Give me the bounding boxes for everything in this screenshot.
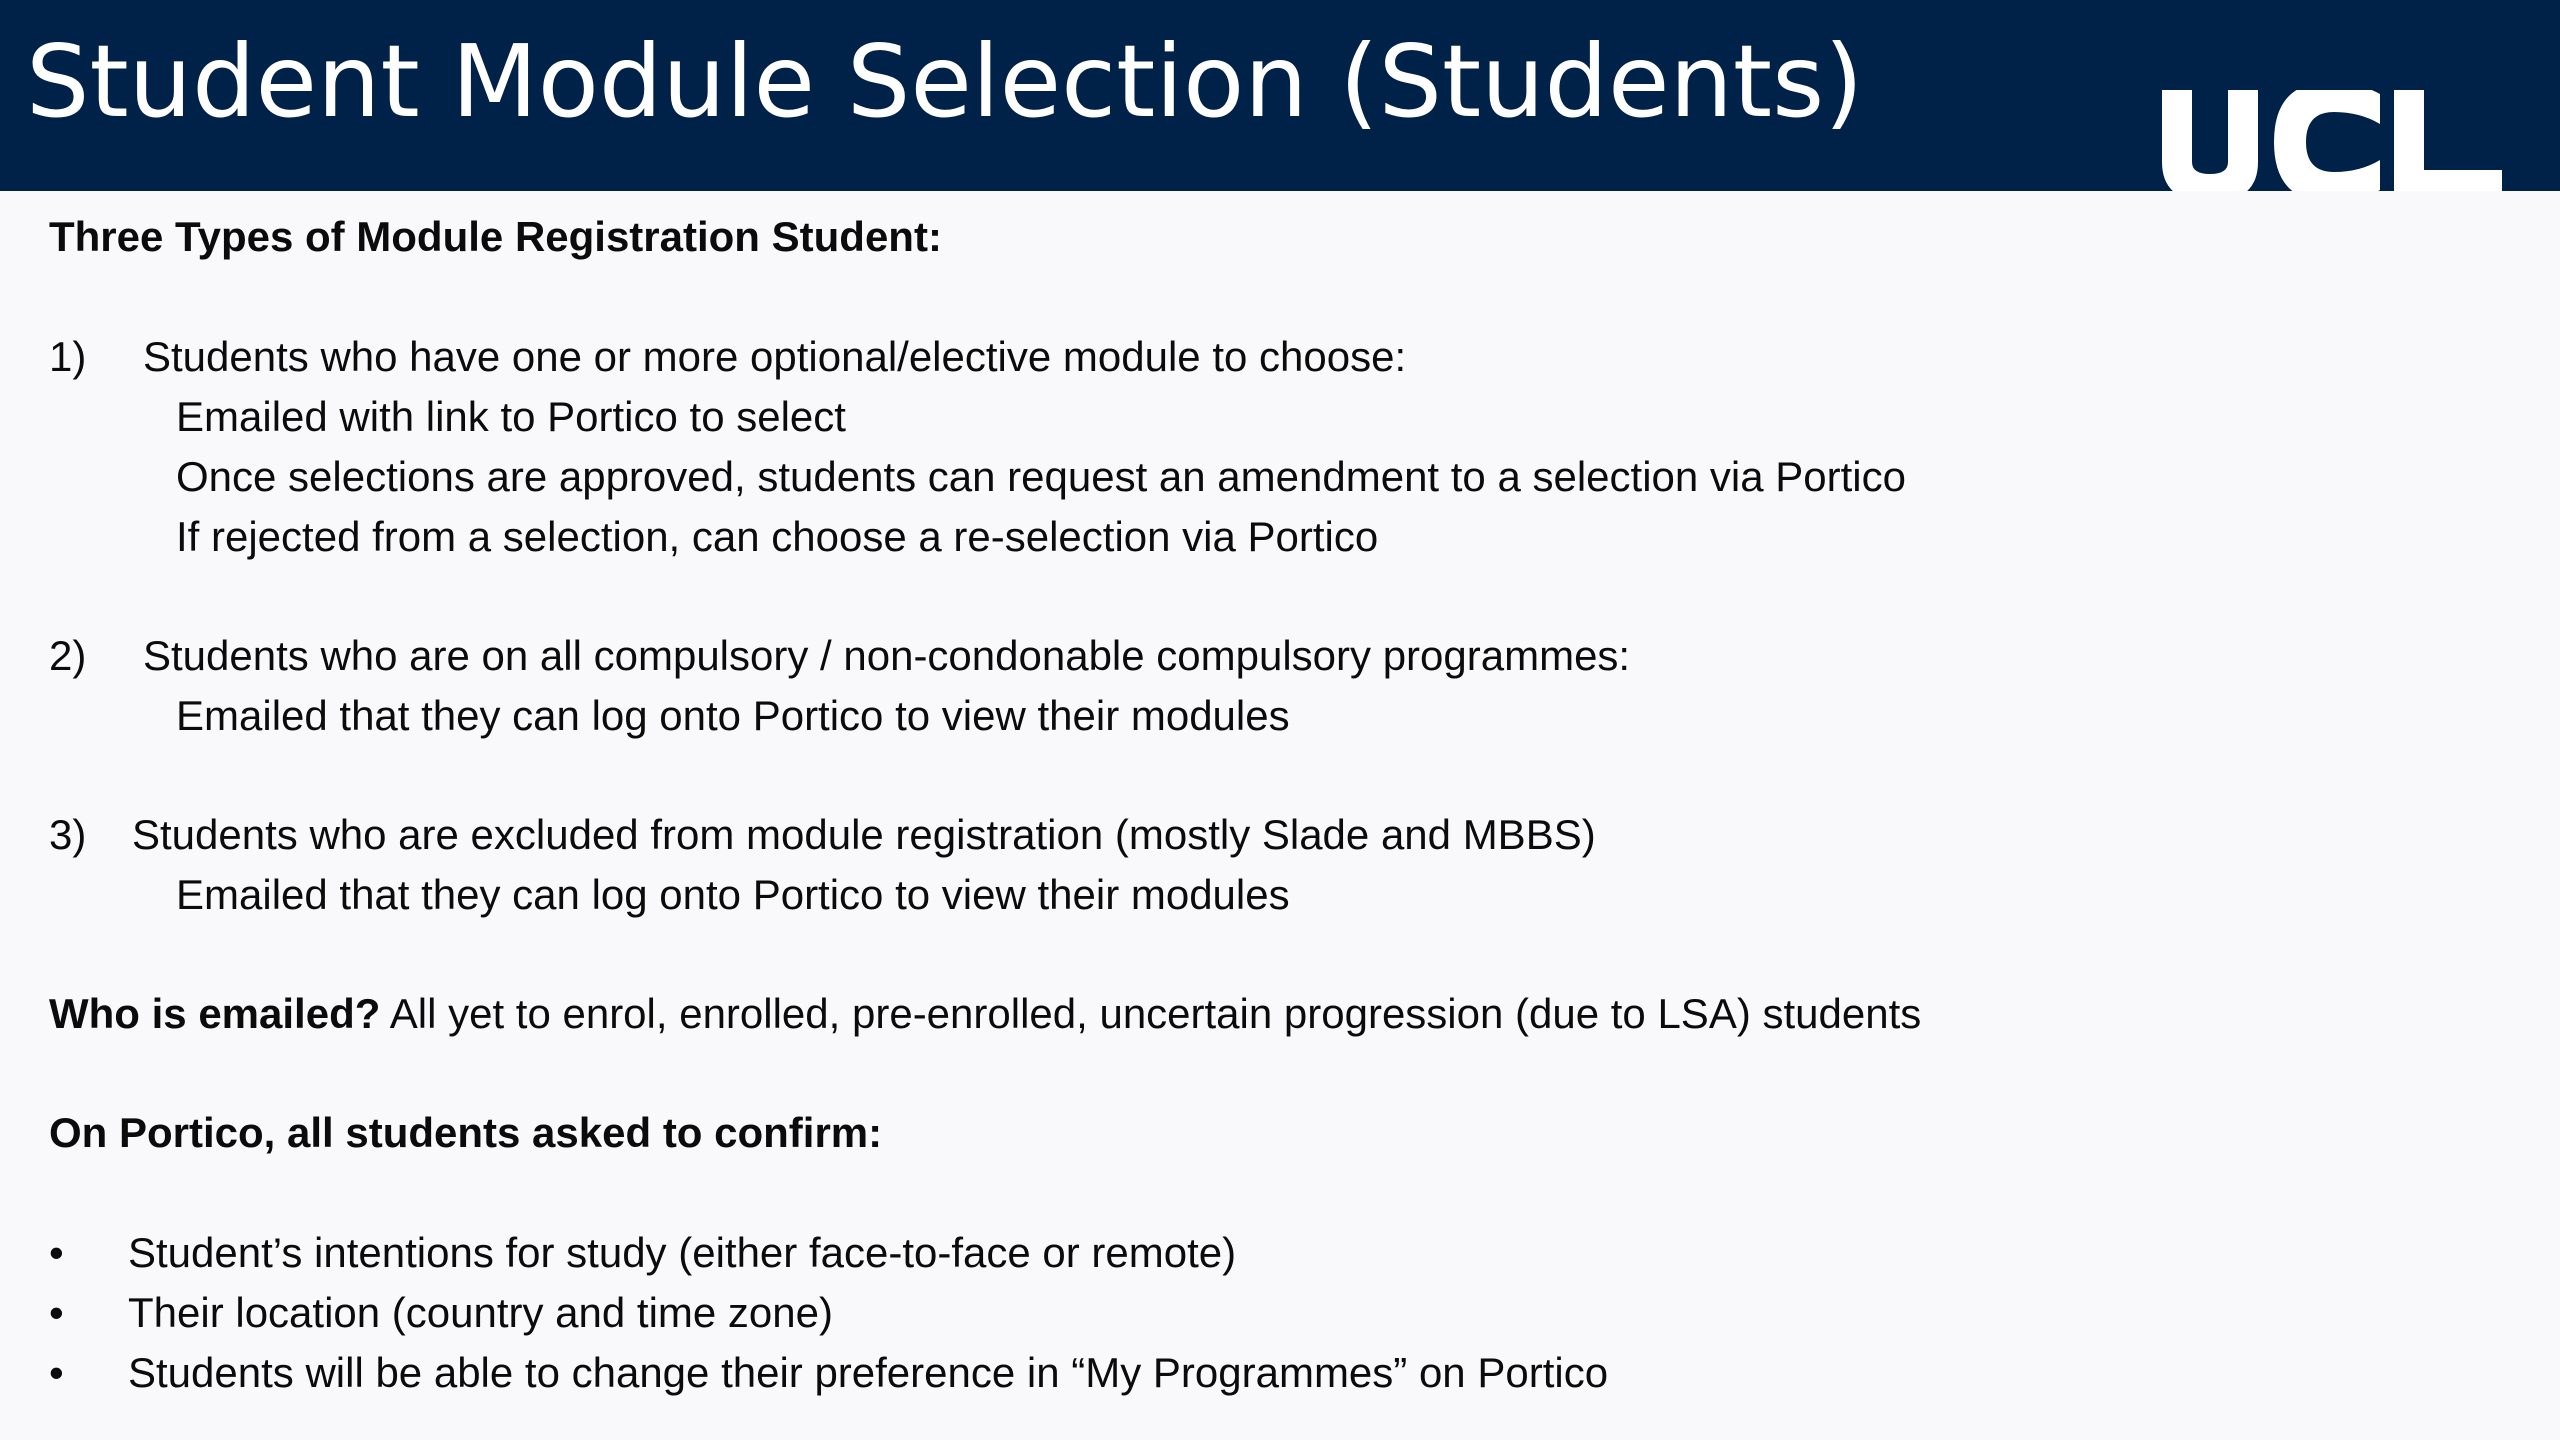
who-emailed-label: Who is emailed? xyxy=(49,990,381,1037)
item-2-text: Students who are on all compulsory / non-condonable compulsory programmes: xyxy=(143,632,1631,679)
bullet-3-marker: • xyxy=(49,1349,64,1396)
item-1-sub-2: Once selections are approved, students can request an amendment to a selection via Portico xyxy=(176,453,1906,500)
item-1-text: Students who have one or more optional/elective module to choose: xyxy=(143,333,1407,380)
bullet-2-marker: • xyxy=(49,1289,64,1336)
bullet-1-marker: • xyxy=(49,1229,64,1276)
section-heading: Three Types of Module Registration Student: xyxy=(49,213,942,260)
item-3-number: 3) xyxy=(49,811,87,858)
bullet-1-text: Student’s intentions for study (either face-to-face or remote) xyxy=(128,1229,1237,1276)
item-3-text: Students who are excluded from module registration (mostly Slade and MBBS) xyxy=(132,811,1596,858)
slide-title: Student Module Selection (Students) xyxy=(26,23,1864,140)
item-1-sub-3: If rejected from a selection, can choose a re-selection via Portico xyxy=(176,513,1379,560)
ucl-logo xyxy=(2162,90,2502,191)
who-emailed-line xyxy=(49,986,1921,1042)
item-2-number: 2) xyxy=(49,632,87,679)
bullet-2-text: Their location (country and time zone) xyxy=(128,1289,833,1336)
confirm-heading: On Portico, all students asked to confirm: xyxy=(49,1109,883,1156)
item-1-number: 1) xyxy=(49,333,87,380)
item-1-sub-1: Emailed with link to Portico to select xyxy=(176,393,846,440)
bullet-3-text: Students will be able to change their preference in “My Programmes” on Portico xyxy=(128,1349,1609,1396)
who-emailed-text: All yet to enrol, enrolled, pre-enrolled, uncertain progression (due to LSA) students xyxy=(380,990,1922,1037)
item-3-sub-1: Emailed that they can log onto Portico to view their modules xyxy=(176,871,1290,918)
item-2-sub-1: Emailed that they can log onto Portico to view their modules xyxy=(176,692,1290,739)
slide-body xyxy=(0,191,2560,1440)
header-bar xyxy=(0,0,2560,191)
